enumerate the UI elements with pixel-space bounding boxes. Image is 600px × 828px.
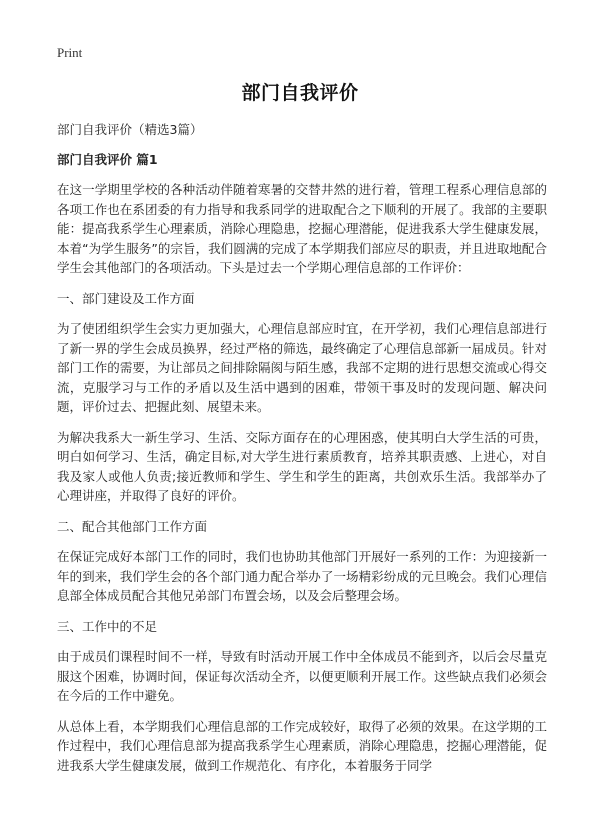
page-title: 部门自我评价: [241, 82, 359, 104]
paragraph-cooperation: 在保证完成好本部门工作的同时，我们也协助其他部门开展好一系列的工作：为迎接新一年的到来，我们学生会的各个部门通力配合举办了一场精彩纷成的元旦晚会。我们心理信息部全体成员配合其他兄弟部门布置会场，以及会后整理会场。: [57, 549, 547, 603]
section-heading: 部门自我评价 篇1: [57, 151, 158, 167]
print-link[interactable]: Print: [57, 45, 83, 60]
paragraph-department-building: 为了使团组织学生会实力更加强大，心理信息部应时宜，在开学初，我们心理信息部进行了新一界的学生会成员换界，经过严格的筛选，最终确定了心理信息部新一届成员。针对部门工作的需要，为让部员之间排除隔阂与陌生感，我部不定期的进行思想交流或心得交流，克服学习与工作的矛盾以及生活中遇到的困难，带领干事及时的发现问题、解决问题，评价过去、把握此刻、展望未来。: [57, 321, 547, 414]
heading-shortcomings: 三、工作中的不足: [57, 618, 158, 634]
heading-department-building: 一、部门建设及工作方面: [57, 290, 195, 306]
document-subtitle: 部门自我评价（精选3篇）: [57, 122, 203, 137]
paragraph-intro: 在这一学期里学校的各种活动伴随着寒暑的交替井然的进行着，管理工程系心理信息部的各项工作也在系团委的有力指导和我系同学的进取配合之下顺利的开展了。我部的主要职能：提高我系学生心理素质，消除心理隐患，挖掘心理潜能，促进我系大学生健康发展，本着“为学生服务”的宗旨，我们圆满的完成了本学期我们部应尽的职责，并且进取地配合学生会其他部门的各项活动。下头是过去一个学期心理信息部的工作评价：: [57, 182, 547, 275]
heading-cooperation: 二、配合其他部门工作方面: [57, 518, 208, 534]
paragraph-shortcomings: 由于成员们课程时间不一样，导致有时活动开展工作中全体成员不能到齐，以后会尽量克服这个困难，协调时间，保证每次活动全齐，以便更顺利开展工作。这些缺点我们必须会在今后的工作中避免。: [57, 649, 547, 703]
paragraph-summary: 从总体上看，本学期我们心理信息部的工作完成较好，取得了必须的效果。在这学期的工作过程中，我们心理信息部为提高我系学生心理素质，消除心理隐患，挖掘心理潜能，促进我系大学生健康发展，做到工作规范化、有序化，本着服务于同学: [57, 718, 547, 773]
paragraph-freshman-support: 为解决我系大一新生学习、生活、交际方面存在的心理困惑，使其明白大学生活的可贵，明白如何学习、生活，确定目标,对大学生进行素质教育，培养其职责感、上进心，对自我及家人或他人负责;接近教师和学生、学生和学生的距离，共创欢乐生活。我部举办了心理讲座，并取得了良好的评价。: [57, 429, 547, 503]
document-body: [57, 120, 547, 786]
